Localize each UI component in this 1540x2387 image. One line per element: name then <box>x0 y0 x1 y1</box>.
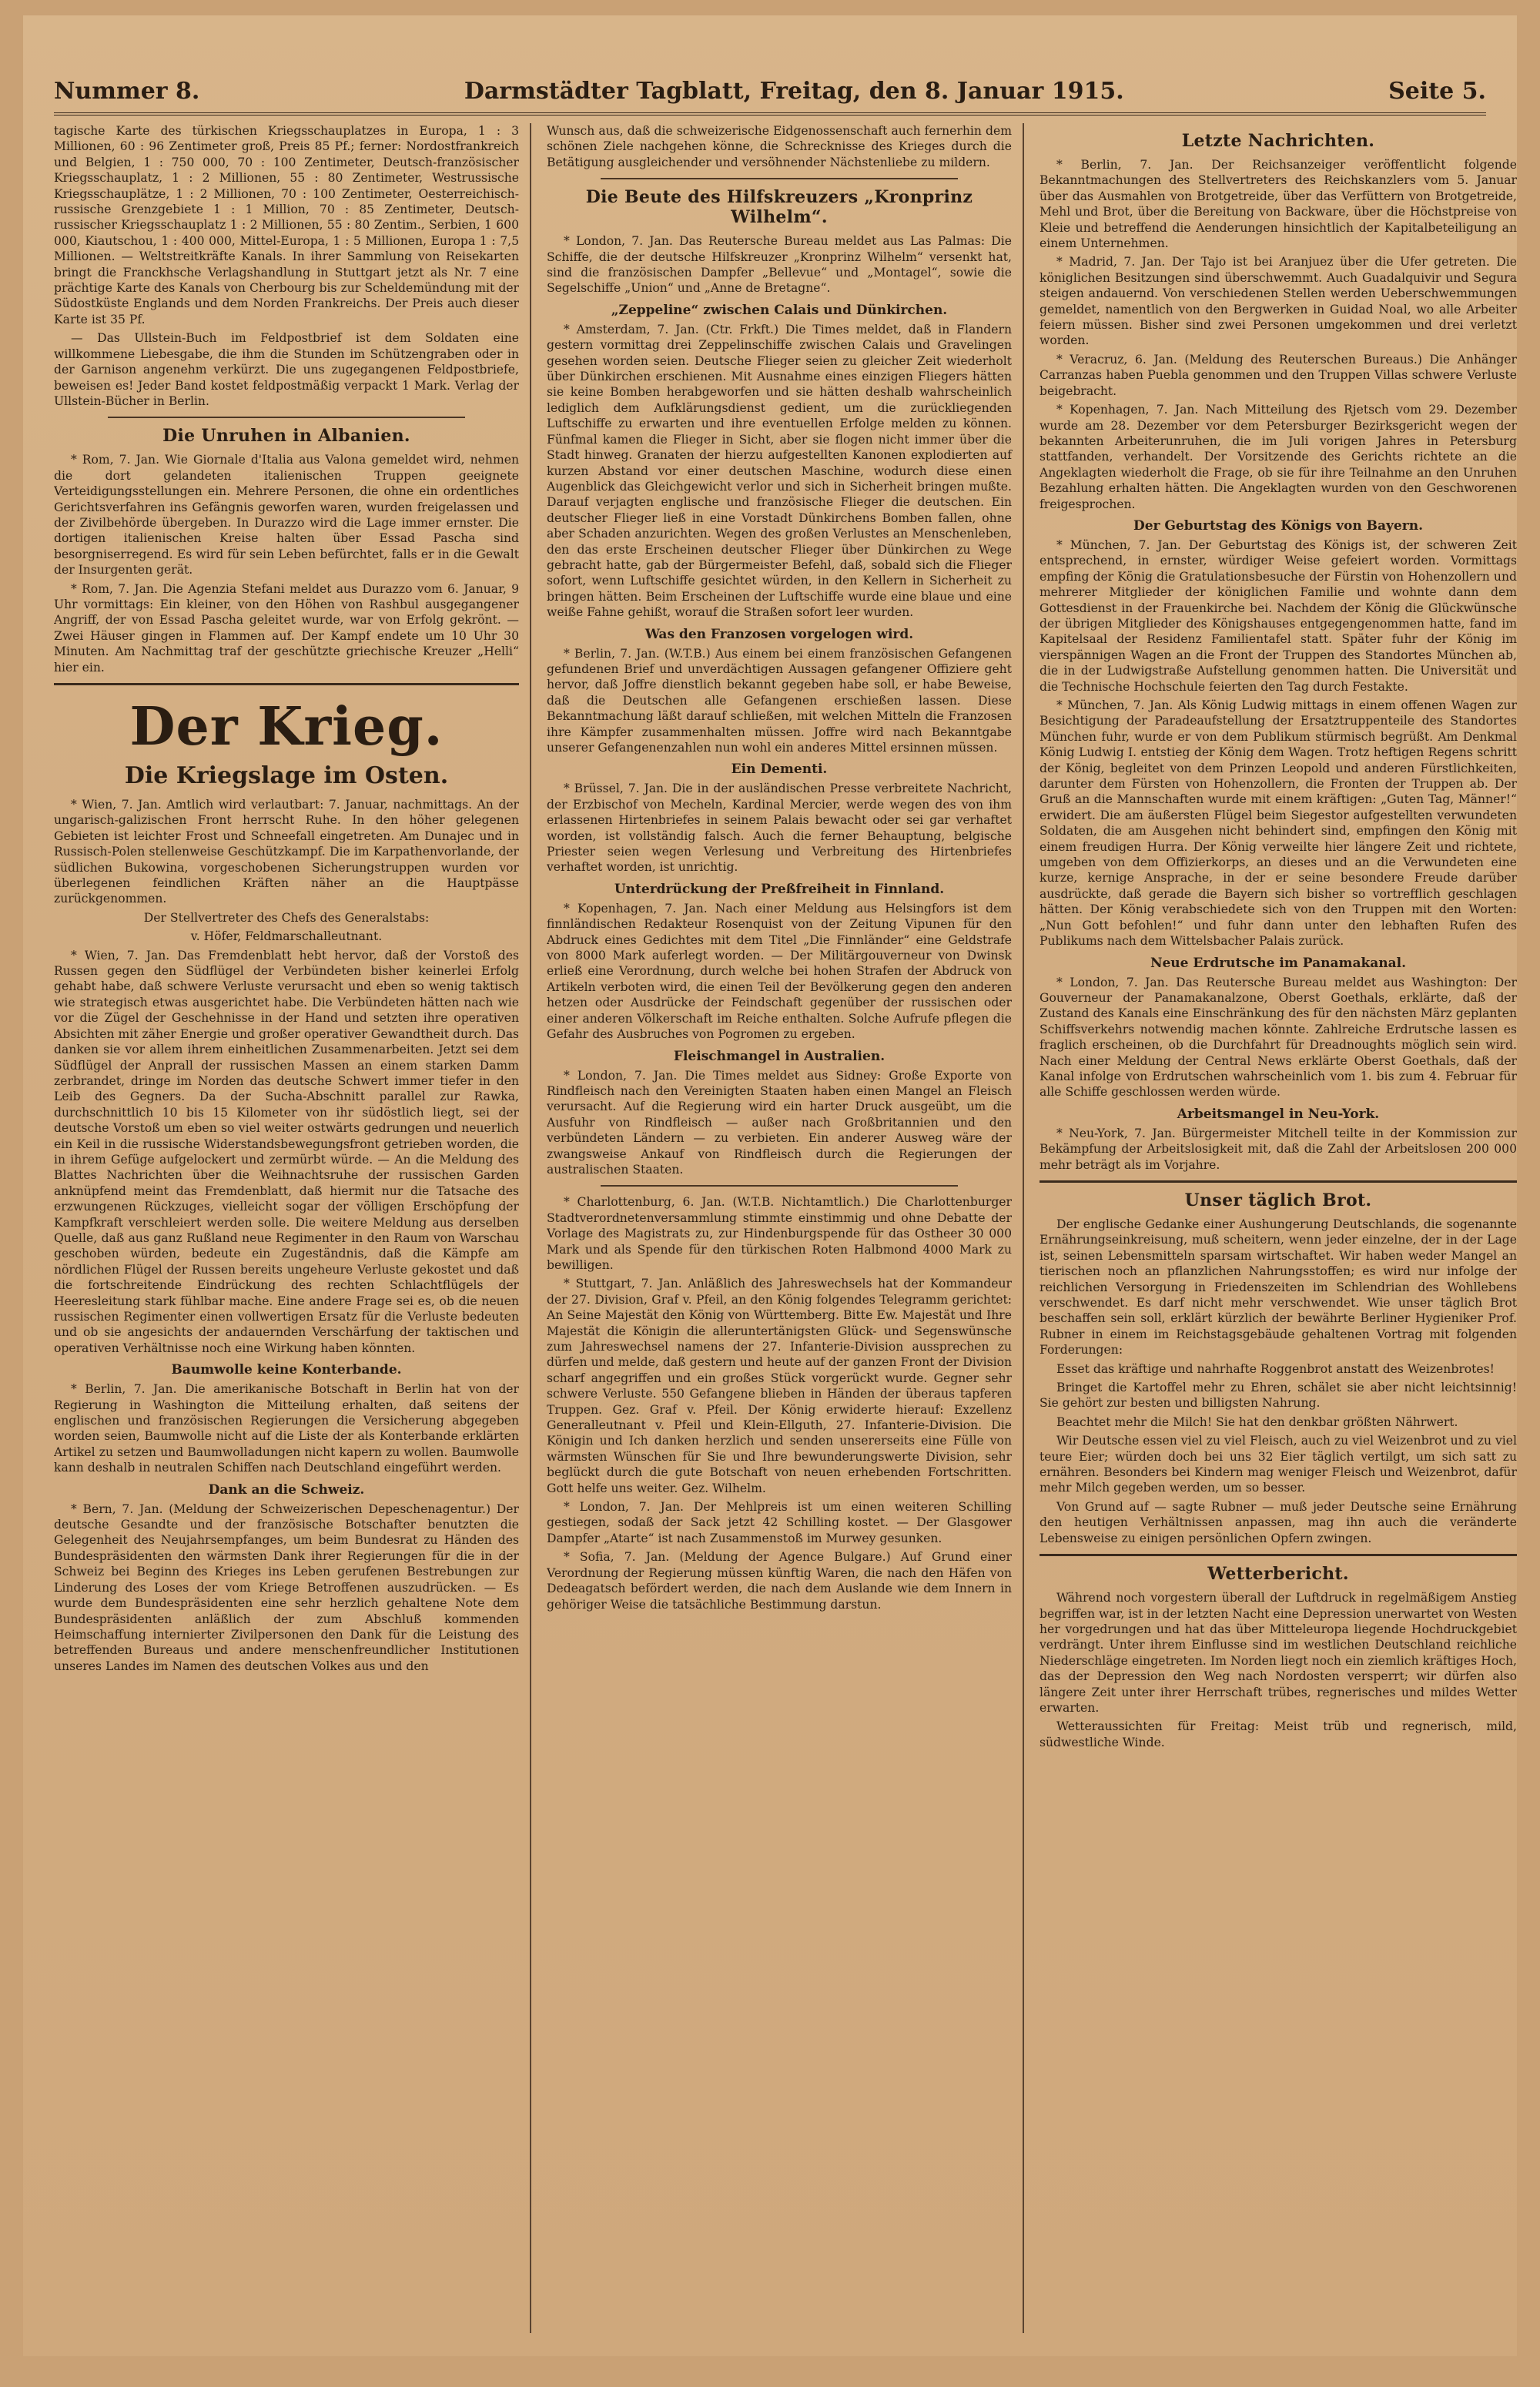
newspaper-page <box>23 15 1517 2356</box>
divider <box>54 683 519 685</box>
article-paragraph: tagische Karte des türkischen Kriegsschauplatzes in Europa, 1 : 3 Millionen, 60 : 96 Zentimeter groß, Preis 85 Pf.; ferner: Nordostfrankreich und Belgien, 1 : 750 000, 70 : 100 Zentimeter, Deutsch-französischer Kriegsschauplatz, 1 : 2 Millionen, 55 : 80 Zentimeter, Westrussische Kriegsschauplätze, 1 : 2 Millionen, 70 : 100 Zentimeter, Oesterreichisch-russische Grenzgebiete 1 : 1 Million, 70 : 85 Zentimeter, Deutsch-russischer Kriegsschauplatz 1 : 2 Millionen, 55 : 80 Zentim., Serbien, 1 600 000, Kiautschou, 1 : 400 000, Mittel-Europa, 1 : 5 Millionen, Europa 1 : 7,5 Millionen. — Weltstreitkräfte Kanals. In ihrer Sammlung von Reisekarten bringt die Franckhsche Verlagshandlung in Stuttgart jetzt als Nr. 7 eine prächtige Karte des Kanals von Cherbourg bis zur Scheldemündung mit der Südostküste Englands und dem Norden Frankreichs. Der Preis auch dieser Karte ist 35 Pf. <box>54 124 519 326</box>
headline-swiss: Dank an die Schweiz. <box>208 1481 365 1498</box>
article-paragraph: * London, 7. Jan. Die Times meldet aus Sidney: Große Exporte von Rindfleisch nach den Vereinigten Staaten haben einen Mangel an Fleisch verursacht. Auf die Regierung wird ein harter Druck ausgeübt, um die Ausfuhr von Rindfleisch — außer nach Großbritannien und den verbündeten Ländern — zu verbieten. Ein anderer Ausweg wäre der zwangsweise Ankauf von Rindfleisch durch die Regierungen der australischen Staaten. <box>547 1068 1012 1177</box>
divider <box>601 178 958 179</box>
article-paragraph: * Kopenhagen, 7. Jan. Nach Mitteilung des Rjetsch vom 29. Dezember wurde am 28. Dezember vor dem Petersburger Bezirksgericht wegen der bekannten Arbeiterunruhen, die im Juli vorigen Jahres in Petersburg stattfanden, verhandelt. Der Vorsitzende des Gerichts richtete an die Angeklagten wiederholt die Frage, ob sie für ihre Teilnahme an den Unruhen Bezahlung erhalten hätten. Die Angeklagten wurden von den Geschworenen freigesprochen. <box>1040 403 1517 511</box>
article-paragraph: Wunsch aus, daß die schweizerische Eidgenossenschaft auch fernerhin dem schönen Ziele nachgehen könne, die Schrecknisse des Krieges durch die Betätigung ausgleichender und versöhnender Nächstenliebe zu mildern. <box>547 124 1012 169</box>
column-2 <box>547 123 1024 2333</box>
headline-cotton: Baumwolle keine Konterbande. <box>171 1362 402 1378</box>
article-paragraph: Bringet die Kartoffel mehr zu Ehren, schälet sie aber nicht leichtsinnig! Sie gehört zur besten und billigsten Nahrung. <box>1040 1381 1517 1411</box>
article-paragraph: * Berlin, 7. Jan. Der Reichsanzeiger veröffentlicht folgende Bekanntmachungen des Stellvertreters des Reichskanzlers vom 5. Januar über das Ausmahlen von Brotgetreide, über das Verfüttern von Brotgetreide, Mehl und Brot, über die Bereitung von Backware, über die Höchstpreise von Kleie und betreffend die Aenderungen hinsichtlich der Kapitalbeteiligung an einem Unternehmen. <box>1040 158 1517 251</box>
page-number: Seite 5. <box>1388 77 1486 105</box>
headline-weather: Wetterbericht. <box>1207 1564 1349 1585</box>
signature-line: Der Stellvertreter des Chefs des Generalstabs: <box>143 910 430 925</box>
headline-panama: Neue Erdrutsche im Panamakanal. <box>1150 955 1407 971</box>
columns <box>54 123 1517 2333</box>
article-paragraph: * Bern, 7. Jan. (Meldung der Schweizerischen Depeschenagentur.) Der deutsche Gesandte und der französische Botschafter benutzten die Gelegenheit des Neujahrsempfanges, um beim Bundesrat zu Händen des Bundespräsidenten den wärmsten Dank ihrer Regierungen für die in der Schweiz bei Beginn des Krieges ins Leben gerufenen Bestrebungen zur Linderung des Loses der vom Kriege Betroffenen auszudrücken. — Es wurde dem Bundespräsidenten eine sehr herzlich gehaltene Note dem Bundespräsidenten anläßlich der zum Abschluß kommenden Heimschaffung internierter Zivilpersonen den Dank für die Leistung des betreffenden Bureaus und andere menschenfreundlicher Institutionen unseres Landes im Namen des deutschen Volkes aus und den <box>54 1502 519 1673</box>
article-paragraph: * London, 7. Jan. Das Reutersche Bureau meldet aus Las Palmas: Die Schiffe, die der deutsche Hilfskreuzer „Kronprinz Wilhelm“ versenkt hat, sind die französischen Dampfer „Bellevue“ und „Montagel“, sowie die Segelschiffe „Union“ und „Anne de Bretagne“. <box>547 234 1012 296</box>
article-paragraph: Von Grund auf — sagte Rubner — muß jeder Deutsche seine Ernährung den heutigen Verhältnissen anpassen, mag ihn auch die veränderte Lebensweise zu einigen persönlichen Opfern zwingen. <box>1040 1499 1517 1545</box>
article-paragraph: * Veracruz, 6. Jan. (Meldung des Reuterschen Bureaus.) Die Anhänger Carranzas haben Puebla genommen und den Truppen Villas schwere Verluste beigebracht. <box>1040 352 1517 398</box>
headline-zeppelin: „Zeppeline“ zwischen Calais und Dünkirchen. <box>611 302 948 318</box>
article-paragraph: Während noch vorgestern überall der Luftdruck in regelmäßigem Anstieg begriffen war, ist in der letzten Nacht eine Depression unerwartet von Westen her vorgedrungen und hat das über Mitteleuropa liegende Hochdruckgebiet verdrängt. Unter ihrem Einflusse sind im westlichen Deutschland reichliche Niederschläge eingetreten. Im Norden liegt noch ein ziemlich kräftiges Hoch, das der Depression den Weg nach Nordosten versperrt; wir dürfen also längere Zeit unter ihrer Herrschaft trübes, regnerisches und mildes Wetter erwarten. <box>1040 1591 1517 1715</box>
article-paragraph: * München, 7. Jan. Als König Ludwig mittags in einem offenen Wagen zur Besichtigung der Paradeaufstellung der Ersatztruppenteile des Standortes München fuhr, wurde er von dem Publikum stürmisch begrüßt. Am Denkmal König Ludwig I. entstieg der König dem Wagen. Trotz heftigen Regens schritt der König, begleitet von dem Prinzen Leopold und anderen Fürstlichkeiten, darunter dem Fürsten von Hohenzollern, die Fronten der Truppen ab. Der Gruß an die Mannschaften wurde mit einem kräftigen: „Guten Tag, Männer!“ erwidert. Die am äußersten Flügel beim Siegestor aufgestellten verwundeten Soldaten, die am Ausgehen nicht behindert sind, empfingen den König mit einem freudigen Hurra. Der König verweilte hier längere Zeit und richtete, umgeben von dem Offizierkorps, an dieses und an die Verwundeten eine kurze, kernige Ansprache, in der er seine besondere Freude darüber ausdrückte, daß gerade die Bayern sich bisher so vortrefflich geschlagen hätten. Der König verabschiedete sich von den Truppen mit den Worten: „Nun Gott befohlen!“ und fuhr dann unter den lebhaften Rufen des Publikums nach dem Wittelsbacher Palais zurück. <box>1040 698 1517 949</box>
article-paragraph: * Charlottenburg, 6. Jan. (W.T.B. Nichtamtlich.) Die Charlottenburger Stadtverordnetenversammlung stimmte einstimmig und ohne Debatte der Vorlage des Magistrats zu, zur Hindenburgspende für das Ostheer 30 000 Mark und als Spende für den türkischen Roten Halbmond 4000 Mark zu bewilligen. <box>547 1195 1012 1272</box>
headline-war: Der Krieg. <box>129 696 444 758</box>
article-paragraph: * Amsterdam, 7. Jan. (Ctr. Frkft.) Die Times meldet, daß in Flandern gestern vormittag drei Zeppelinschiffe zwischen Calais und Gravelingen gesehen worden seien. Deutsche Flieger seien zu gleicher Zeit wiederholt über Dünkirchen erschienen. Mit Ausnahme eines einzigen Fliegers hätten sie keine Bomben herabgeworfen und sie hätten deshalb wahrscheinlich lediglich dem Aufklärungsdienst gedient, um die zurückliegenden Luftschiffe zu erwarten und ihre eventuellen Erfolge melden zu können. Fünfmal kamen die Flieger in Sicht, aber sie flogen nicht immer über die Stadt hinweg. Granaten der hierzu aufgestellten Kanonen explodierten auf kurzen Abstand vor einer deutschen Maschine, wodurch diese einen Augenblick das Gleichgewicht verlor und sich in Sicherheit bringen mußte. Darauf verjagten englische und französische Flieger die deutschen. Ein deutscher Flieger ließ in eine Vorstadt Dünkirchens Bomben fallen, ohne aber Schaden anzurichten. Wegen des großen Verlustes an Menschenleben, den das erste Erscheinen deutscher Flieger über Dünkirchen zu Wege gebracht hatte, gab der Bürgermeister Befehl, daß, sobald sich die Flieger sofort, wenn Luftschiffe gesichtet würden, in den Kellern in Sicherheit zu bringen hätten. Beim Erscheinen der Luftschiffe wurde eine blaue und eine weiße Fahne gehißt, worauf die Straßen sofort leer wurden. <box>547 322 1012 620</box>
divider <box>108 417 465 418</box>
article-paragraph: * Brüssel, 7. Jan. Die in der ausländischen Presse verbreitete Nachricht, der Erzbischof von Mecheln, Kardinal Mercier, werde wegen des von ihm erlassenen Hirtenbriefes in seinem Palais bewacht oder sei gar verhaftet worden, ist vollständig falsch. Auch die ferner Behauptung, belgische Priester seien wegen Verlesung und Verbreitung des Hirtenbriefes verhaftet worden, ist unrichtig. <box>547 782 1012 875</box>
article-paragraph: * Madrid, 7. Jan. Der Tajo ist bei Aranjuez über die Ufer getreten. Die königlichen Besitzungen sind überschwemmt. Auch Guadalquivir und Segura steigen andauernd. Von verschiedenen Stellen werden Ueberschwemmungen gemeldet, namentlich von den Bergwerken in Guidad Noal, wo alle Arbeiter feiern müssen. Bisher sind zwei Personen umgekommen und drei verletzt worden. <box>1040 255 1517 348</box>
issue-number: Nummer 8. <box>54 77 200 105</box>
article-paragraph: — Das Ullstein-Buch im Feldpostbrief ist dem Soldaten eine willkommene Liebesgabe, die ihm die Stunden im Schützengraben oder in der Garnison angenehm verkürzt. Die uns zugegangenen Feldpostbriefe, beweisen es! Jeder Band kostet feldpostmäßig verpackt 1 Mark. Verlag der Ullstein-Bücher in Berlin. <box>54 331 519 408</box>
headline-newyork: Arbeitsmangel in Neu-York. <box>1177 1106 1380 1122</box>
signature-name: v. Höfer, Feldmarschalleutnant. <box>190 929 383 944</box>
headline-birthday: Der Geburtstag des Königs von Bayern. <box>1133 517 1423 534</box>
article-paragraph: Wir Deutsche essen viel zu viel Fleisch, auch zu viel Weizenbrot und zu viel teure Eier; würden doch bei uns 32 Eier täglich vertilgt, um sich satt zu ernähren. Besonders bei Kindern mag weniger Fleisch und Weizenbrot, dafür mehr Milch gegeben werden, um so besser. <box>1040 1434 1517 1495</box>
article-paragraph: * Berlin, 7. Jan. (W.T.B.) Aus einem bei einem französischen Gefangenen gefundenen Brief und unverdächtigen Aussagen gefangener Offiziere geht hervor, daß Joffre dienstlich bekannt gegeben habe soll, er habe Beweise, daß die Deutschen alle Gefangenen erschießen lassen. Diese Bekanntmachung läßt darauf schließen, mit welchen Mitteln die Franzosen ihre Kämpfer zusammenhalten müssen. Joffre wird nach Bekanntgabe unserer Gefangenenzahlen nun wohl ein anderes Mittel ersinnen müssen. <box>547 646 1012 755</box>
article-paragraph: * München, 7. Jan. Der Geburtstag des Königs ist, der schweren Zeit entsprechend, in ernster, würdiger Weise gefeiert worden. Vormittags empfing der König die Gratulationsbesuche der Fürstin von Hohenzollern und mehrerer Mitglieder der königlichen Familie und wohnte dann dem Gottesdienst in der Frauenkirche bei. Nachdem der König die Glückwünsche der übrigen Mitglieder des Königshauses entgegengenommen hatte, fand im Kapitelsaal der Residenz Familientafel statt. Später fuhr der König im vierspännigen Wagen an die Front der Truppen des Standortes München ab, die in der Ludwigstraße Aufstellung genommen hatten. Die Universität und die Technische Hochschule feierten den Tag durch Festakte. <box>1040 537 1517 694</box>
divider <box>601 1185 958 1187</box>
subheadline-east: Die Kriegslage im Osten. <box>124 762 449 789</box>
article-paragraph: * Sofia, 7. Jan. (Meldung der Agence Bulgare.) Auf Grund einer Verordnung der Regierung müssen künftig Waren, die nach den Häfen von Dedeagatsch befördert werden, die nach dem Auslande wie dem Innern in gehöriger Weise die tatsächliche Bestimmung darstun. <box>547 1550 1012 1612</box>
article-paragraph: * Berlin, 7. Jan. Die amerikanische Botschaft in Berlin hat von der Regierung in Washington die Mitteilung erhalten, daß seitens der englischen und französischen Regierungen die Versicherung abgegeben worden seien, Baumwolle nicht auf die Liste der als Konterbande erklärten Artikel zu setzen und Baumwolladungen nicht kapern zu wollen. Baumwolle kann deshalb in neutralen Schiffen nach Deutschland eingeführt werden. <box>54 1382 519 1475</box>
article-paragraph: Beachtet mehr die Milch! Sie hat den denkbar größten Nährwert. <box>1056 1414 1458 1429</box>
article-paragraph: Der englische Gedanke einer Aushungerung Deutschlands, die sogenannte Ernährungseinkreisung, muß scheitern, wenn jeder einzelne, der in der Lage ist, seinen Lebensmitteln sparsam wirtschaftet. Wir haben weder Mangel an tierischen noch an pflanzlichen Nahrungsstoffen; es wird nur infolge der reichlichen Versorgung in Friedenszeiten im Schlendrian des Wohllebens verschwendet. Es darf nicht mehr verschwendet. Wie unser täglich Brot beschaffen sein soll, erklärt kürzlich der bewährte Berliner Hygieniker Prof. Rubner in einem im Reichstagsgebäude gehaltenen Vortrag mit folgenden Forderungen: <box>1040 1217 1517 1358</box>
paper-title-date: Darmstädter Tagblatt, Freitag, den 8. Januar 1915. <box>464 77 1124 105</box>
article-paragraph: * Stuttgart, 7. Jan. Anläßlich des Jahreswechsels hat der Kommandeur der 27. Division, Graf v. Pfeil, an den König folgendes Telegramm gerichtet: An Seine Majestät den König von Württemberg. Bitte Ew. Majestät und Ihre Majestät die Königin die alleruntertänigsten Glück- und Segenswünsche zum Jahreswechsel namens der 27. Infanterie-Division aussprechen zu dürfen und melde, daß gestern und heute auf der ganzen Front der Division scharf angegriffen und ein großes Stück vorgerückt wurde. Gegner sehr schwere Verluste. 550 Gefangene blieben in Händen der überaus tapferen Truppen. Gez. Graf v. Pfeil. Der König erwiderte hierauf: Exzellenz Generalleutnant v. Pfeil und Klein-Ellguth, 27. Infanterie-Division. Die Königin und Ich danken herzlich und senden unsererseits eine Fülle von wärmsten Wünschen für Sie und Ihre bewunderungswerte Division, sehr beglückt durch die gute Botschaft von neuen erhebenden Fortschritten. Gott helfe uns weiter. Gez. Wilhelm. <box>547 1277 1012 1495</box>
column-3 <box>1040 123 1517 2333</box>
article-paragraph: * London, 7. Jan. Das Reutersche Bureau meldet aus Washington: Der Gouverneur der Panamakanalzone, Oberst Goethals, erklärte, daß der Zustand des Kanals eine Einschränkung des für den nächsten März geplanten Schiffsverkehrs notwendig machen könnte. Zahlreiche Erdrutsche lassen es fraglich erscheinen, ob die Durchfahrt für Dreadnoughts möglich sein wird. Nach einer Meldung der Central News erklärte Oberst Goethals, daß der Kanal infolge von Erdrutschen wahrscheinlich vom 1. bis zum 4. Februar für alle Schiffe geschlossen werden würde. <box>1040 975 1517 1100</box>
article-paragraph: * Wien, 7. Jan. Das Fremdenblatt hebt hervor, daß der Vorstoß des Russen gegen den Südflügel der Verbündeten bisher keinerlei Erfolg gehabt habe, daß schwere Verluste verursacht und eben so wenig taktisch wie strategisch etwas ausgerichtet habe. Die Verbündeten hätten nach wie vor die Zügel der Geschehnisse in der Hand und setzten ihre operativen Absichten mit zäher Energie und großer operativer Gewandtheit durch. Das danken sie vor allem ihrem einheitlichen Zusammenarbeiten. Jetzt sei dem Südflügel der Anprall der russischen Massen an einem starken Damm zerbrandet, dringe im Norden das deutsche Schwert immer tiefer in den Leib des Gegners. Da der Sucha-Abschnitt parallel zur Rawka, durchschnittlich 10 bis 15 Kilometer von ihr südöstlich liegt, sei der deutsche Vorstoß um eben so viel weiter ostwärts gedrungen und neuerlich ein Keil in die russische Widerstandsbewegungsfront getrieben worden, die in ihrem Gefüge aufgelockert und zermürbt würde. — An die Meldung des Blattes Nachrichten über die Weihnachtsruhe der russischen Garden anknüpfend meint das Fremdenblatt, daß hiermit nur die Tatsache des erzwungenen Rückzuges, vielleicht sogar der völligen Erschöpfung der Kampfkraft verschleiert werden solle. Die weitere Meldung aus derselben Quelle, daß aus ganz Rußland neue Regimenter in den Raum von Warschau geschoben würden, bedeute ein Zugeständnis, daß die Kämpfe am nördlichen Flügel der Russen bereits ungeheure Verluste gekostet und daß die fortschreitende Eindrückung des rechten Schlachtflügels der Heeresleitung stark fühlbar mache. Eine andere Frage sei es, ob die neuen russischen Regimenter einen vollwertigen Ersatz für die Verluste bedeuten und ob sie angesichts der andauernden Verschärfung der taktischen und operativen Verhältnisse noch eine Wirkung haben könnten. <box>54 948 519 1355</box>
headline-cruiser: Die Beute des Hilfskreuzers „Kronprinz Wilhelm“. <box>585 187 973 228</box>
divider <box>1040 1180 1517 1183</box>
headline-dementi: Ein Dementi. <box>731 762 828 778</box>
divider <box>1040 1554 1517 1556</box>
article-paragraph: * London, 7. Jan. Der Mehlpreis ist um einen weiteren Schilling gestiegen, sodaß der Sack jetzt 42 Schilling kostet. — Der Glasgower Dampfer „Atarte“ ist nach Zusammenstoß im Murwey gesunken. <box>547 1500 1012 1545</box>
headline-meat: Fleischmangel in Australien. <box>673 1048 886 1064</box>
article-paragraph: * Kopenhagen, 7. Jan. Nach einer Meldung aus Helsingfors ist dem finnländischen Redakteur Rosenquist von der Zeitung Vipunen für den Abdruck eines Gedichtes mit dem Titel „Die Finnländer“ eine Geldstrafe von 8000 Mark auferlegt worden. — Der Militärgouverneur von Dwinsk erließ eine Verordnung, durch welche bei hohen Strafen der Abdruck von Artikeln verboten wird, die einen Teil der Bevölkerung gegen den anderen hetzen oder Ausdrücke der Feindschaft gegenüber der russischen oder einer anderen Völkerschaft im Reiche enthalten. Solche Aufrufe pflegen die Gefahr des Ausbruches von Pogromen zu ergeben. <box>547 901 1012 1042</box>
article-paragraph: Esset das kräftige und nahrhafte Roggenbrot anstatt des Weizenbrotes! <box>1056 1361 1495 1376</box>
headline-french: Was den Franzosen vorgelogen wird. <box>644 626 914 642</box>
article-paragraph: Wetteraussichten für Freitag: Meist trüb und regnerisch, mild, südwestliche Winde. <box>1040 1719 1517 1749</box>
article-paragraph: * Rom, 7. Jan. Wie Giornale d'Italia aus Valona gemeldet wird, nehmen die dort gelandeten italienischen Truppen geeignete Verteidigungsstellungen ein. Mehrere Personen, die ohne ein ordentliches Gerichtsverfahren ins Gefängnis geworfen waren, wurden freigelassen und der Zivilbehörde übergeben. In Durazzo wird die Lage immer ernster. Die dortigen italienischen Kreise halten über Essad Pascha sind besorgniserregend. Es wird für sein Leben befürchtet, falls er in die Gewalt der Insurgenten gerät. <box>54 453 519 578</box>
article-paragraph: * Rom, 7. Jan. Die Agenzia Stefani meldet aus Durazzo vom 6. Januar, 9 Uhr vormittags: Ein kleiner, von den Höhen von Rashbul ausgegangener Angriff, der von Essad Pascha geleitet wurde, war von Erfolg gekrönt. — Zwei Häuser gingen in Flammen auf. Der Kampf endete um 10 Uhr 30 Minuten. Am Nachmittag traf der geschützte griechische Kreuzer „Helli“ hier ein. <box>54 581 519 675</box>
article-paragraph: * Wien, 7. Jan. Amtlich wird verlautbart: 7. Januar, nachmittags. An der ungarisch-galizischen Front herrscht Ruhe. In den höher gelegenen Gebieten ist leichter Frost und Schneefall eingetreten. Am Dunajec und in Russisch-Polen stellenweise Geschützkampf. Die im Karpathenvorlande, der südlichen Bukowina, vorgeschobenen Sicherungstruppen wurden vor überlegenen feindlichen Kräften näher an die Hauptpässe zurückgenommen. <box>54 798 519 906</box>
column-1 <box>54 123 531 2333</box>
masthead <box>54 69 1486 116</box>
headline-latest: Letzte Nachrichten. <box>1181 131 1375 151</box>
article-paragraph: * Neu-York, 7. Jan. Bürgermeister Mitchell teilte in der Kommission zur Bekämpfung der Arbeitslosigkeit mit, daß die Zahl der Arbeitslosen 200 000 mehr beträgt als im Vorjahre. <box>1040 1126 1517 1172</box>
headline-albania: Die Unruhen in Albanien. <box>162 426 410 447</box>
headline-finland: Unterdrückung der Preßfreiheit in Finnland. <box>614 881 945 897</box>
headline-bread: Unser täglich Brot. <box>1184 1190 1372 1210</box>
